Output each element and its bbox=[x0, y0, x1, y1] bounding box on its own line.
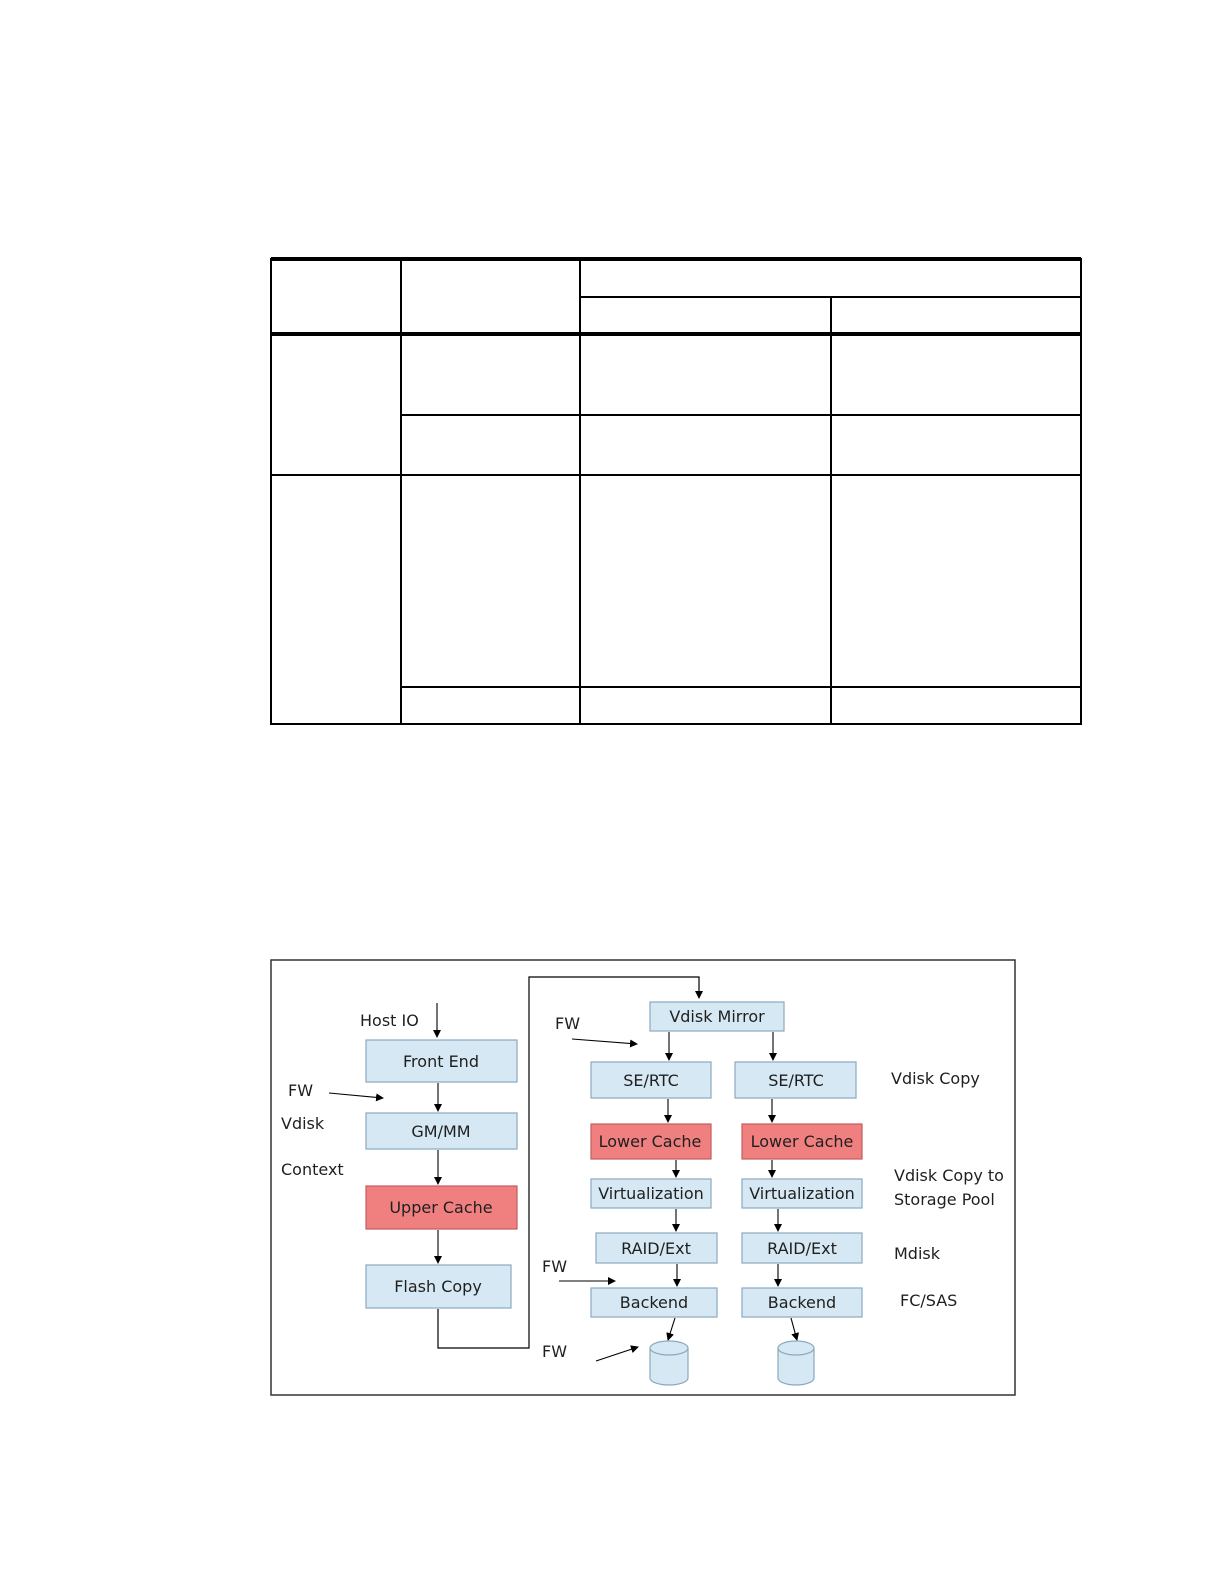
vdisk-copy-label: Vdisk Copy bbox=[891, 1069, 980, 1088]
gm-mm-box bbox=[366, 1113, 517, 1149]
front-end-box bbox=[366, 1040, 517, 1082]
fw-label-1: FW bbox=[288, 1081, 314, 1100]
fw-label-4: FW bbox=[542, 1342, 568, 1361]
lower-cache-right-label: Lower Cache bbox=[750, 1132, 854, 1151]
lower-cache-left-box bbox=[591, 1124, 711, 1159]
virtualization-left-box bbox=[591, 1179, 711, 1208]
se-rtc-right-label: SE/RTC bbox=[768, 1071, 824, 1090]
vdisk-copy-to-label: Vdisk Copy to bbox=[894, 1166, 1004, 1185]
se-rtc-left-label: SE/RTC bbox=[623, 1071, 679, 1090]
fw-label-2: FW bbox=[555, 1014, 581, 1033]
gm-mm-label: GM/MM bbox=[411, 1122, 471, 1141]
fc-sas-label: FC/SAS bbox=[900, 1291, 958, 1310]
backend-left-label: Backend bbox=[619, 1293, 689, 1312]
storage-pool-label: Storage Pool bbox=[894, 1190, 995, 1209]
upper-cache-box bbox=[366, 1186, 517, 1229]
raid-ext-left-label: RAID/Ext bbox=[621, 1239, 691, 1258]
virtualization-right-label: Virtualization bbox=[749, 1184, 855, 1203]
raid-ext-left-box bbox=[596, 1233, 717, 1263]
disk-cylinder-icon bbox=[778, 1341, 814, 1385]
raid-ext-right-label: RAID/Ext bbox=[767, 1239, 837, 1258]
virtualization-left-label: Virtualization bbox=[598, 1184, 704, 1203]
context-label: Context bbox=[281, 1160, 344, 1179]
se-rtc-left-box bbox=[591, 1062, 711, 1098]
vdisk-mirror-box bbox=[650, 1002, 784, 1031]
host-io-label: Host IO bbox=[360, 1011, 419, 1030]
backend-left-box bbox=[591, 1288, 717, 1317]
front-end-label: Front End bbox=[403, 1052, 479, 1071]
flash-copy-box bbox=[366, 1265, 511, 1308]
upper-cache-label: Upper Cache bbox=[389, 1198, 493, 1217]
lower-cache-left-label: Lower Cache bbox=[598, 1132, 702, 1151]
backend-right-box bbox=[742, 1288, 862, 1317]
mdisk-label: Mdisk bbox=[894, 1244, 941, 1263]
disk-cylinder-icon bbox=[650, 1341, 688, 1385]
vdisk-label: Vdisk bbox=[281, 1114, 325, 1133]
se-rtc-right-box bbox=[735, 1062, 856, 1098]
lower-cache-right-box bbox=[742, 1124, 862, 1159]
backend-right-label: Backend bbox=[767, 1293, 837, 1312]
fw-label-3: FW bbox=[542, 1257, 568, 1276]
virtualization-right-box bbox=[742, 1179, 862, 1208]
vdisk-mirror-label: Vdisk Mirror bbox=[669, 1007, 765, 1026]
flash-copy-label: Flash Copy bbox=[394, 1277, 482, 1296]
raid-ext-right-box bbox=[742, 1233, 862, 1263]
